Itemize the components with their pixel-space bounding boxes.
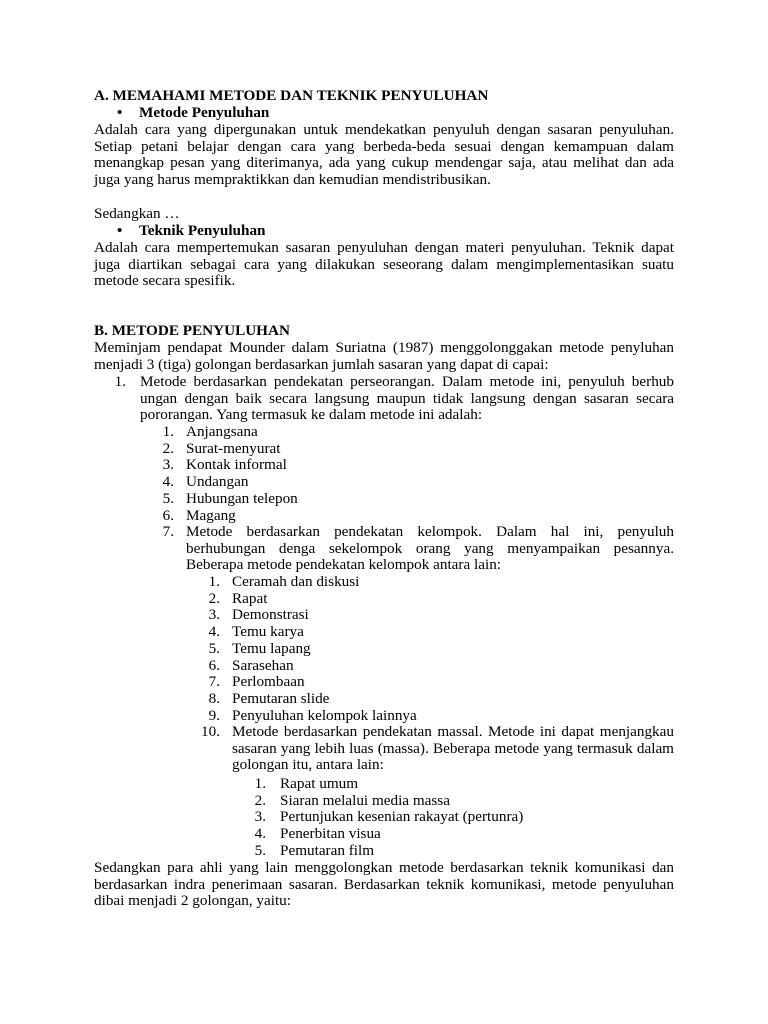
section-a-heading: A. MEMAHAMI METODE DAN TEKNIK PENYULUHAN xyxy=(94,87,489,104)
list-item xyxy=(196,641,674,658)
section-b-heading: B. METODE PENYULUHAN xyxy=(94,322,290,339)
list-text: Demonstrasi xyxy=(232,606,309,624)
list-text: Ceramah dan diskusi xyxy=(232,573,360,590)
transition-text: Sedangkan … xyxy=(94,205,180,222)
list-number: 3. xyxy=(208,606,220,624)
list-text: Metode berdasarkan pendekatan perseorangan. Dalam metode ini, penyuluh berhub ungan dengan baik secara langsung maupun tidak langsung dengan sasaran secara pororangan. Yang termasuk ke dalam metode ini adalah: xyxy=(140,373,674,424)
list-number: 2. xyxy=(162,439,174,457)
list-text: Magang xyxy=(186,506,236,524)
list-number: 6. xyxy=(162,506,174,524)
list-item xyxy=(150,441,674,458)
list-number: 1. xyxy=(114,373,126,390)
list-text: Penerbitan visua xyxy=(280,825,381,843)
bullet-dot: • xyxy=(117,222,123,239)
list-number: 5. xyxy=(208,639,220,657)
list-item xyxy=(150,457,674,474)
list-number: 8. xyxy=(208,689,220,707)
list-number: 4. xyxy=(208,623,220,641)
bullet-label: Metode Penyuluhan xyxy=(139,104,270,121)
list-item xyxy=(236,776,674,793)
list-text: Temu karya xyxy=(232,623,304,641)
list-item xyxy=(196,674,674,691)
list-item xyxy=(150,491,674,508)
list-item xyxy=(236,809,674,826)
list-item xyxy=(196,607,674,624)
list-number: 7. xyxy=(208,673,220,691)
list-item xyxy=(150,508,674,525)
list-number: 3. xyxy=(162,456,174,474)
list-item xyxy=(236,843,674,860)
list-text: Rapat umum xyxy=(280,775,359,792)
list-text: Pemutaran slide xyxy=(232,689,330,707)
list-item-level-1 xyxy=(94,374,674,424)
list-number: 3. xyxy=(254,808,266,826)
bullet-label: Teknik Penyuluhan xyxy=(139,222,266,239)
list-text: Pemutaran film xyxy=(280,841,375,859)
list-item xyxy=(196,708,674,725)
list-item xyxy=(196,591,674,608)
list-text: Kontak informal xyxy=(186,456,287,474)
list-text: Metode berdasarkan pendekatan kelompok. Dalam hal ini, penyuluh berhubungan denga sekelompok orang yang menyampaikan pesannya. Beberapa metode pendekatan kelompok antara lain: xyxy=(186,523,674,574)
list-number: 5. xyxy=(254,841,266,859)
list-text: Siaran melalui media massa xyxy=(280,791,450,809)
list-text: Penyuluhan kelompok lainnya xyxy=(232,706,417,724)
list-text: Pertunjukan kesenian rakayat (pertunra) xyxy=(280,808,524,826)
list-item xyxy=(150,424,674,441)
list-item xyxy=(236,826,674,843)
closing-paragraph: Sedangkan para ahli yang lain menggolongkan metode berdasarkan teknik komunikasi dan berdasarkan indra penerimaan sasaran. Berdasarkan teknik komunikasi, metode penyuluhan dibai menjadi 2 golongan, yaitu: xyxy=(94,859,674,910)
list-text: Hubungan telepon xyxy=(186,489,298,507)
list-number: 4. xyxy=(162,473,174,491)
list-item xyxy=(196,574,674,591)
list-text: Sarasehan xyxy=(232,656,294,674)
list-text: Anjangsana xyxy=(186,423,258,440)
list-number: 7. xyxy=(162,523,174,541)
list-item xyxy=(196,724,674,774)
bullet-metode-penyuluhan xyxy=(117,105,269,122)
list-item xyxy=(150,524,674,574)
list-item xyxy=(150,474,674,491)
list-number: 1. xyxy=(162,423,174,440)
paragraph-metode: Adalah cara yang dipergunakan untuk mendekatkan penyuluh dengan sasaran penyuluhan. Setiap petani belajar dengan cara yang berbeda-beda sesuai dengan kemampuan dalam menangkap pesan yang diterimanya, ada yang cukup mendengar saja, atau melihat dan ada juga yang harus mempraktikkan dan kemudian mendistribusikan. xyxy=(94,121,674,188)
list-text: Undangan xyxy=(186,473,249,491)
list-text: Temu lapang xyxy=(232,639,311,657)
list-number: 10. xyxy=(201,723,220,741)
list-text: Rapat xyxy=(232,589,268,607)
list-text: Surat-menyurat xyxy=(186,439,281,457)
list-item xyxy=(196,691,674,708)
list-number: 5. xyxy=(162,489,174,507)
bullet-teknik-penyuluhan xyxy=(117,223,266,240)
list-item xyxy=(196,624,674,641)
list-number: 2. xyxy=(254,791,266,809)
bullet-dot: • xyxy=(117,104,123,121)
list-number: 2. xyxy=(208,589,220,607)
list-item xyxy=(196,658,674,675)
list-number: 6. xyxy=(208,656,220,674)
paragraph-teknik: Adalah cara mempertemukan sasaran penyuluhan dengan materi penyuluhan. Teknik dapat juga diartikan sebagai cara yang dilakukan seseorang dalam mengimplementasikan suatu metode secara spesifik. xyxy=(94,239,674,290)
list-text: Perlombaan xyxy=(232,673,305,691)
list-number: 1. xyxy=(208,573,220,590)
list-item xyxy=(236,793,674,810)
section-b-intro: Meminjam pendapat Mounder dalam Suriatna (1987) menggolonggakan metode penyluhan menjadi 3 (tiga) golongan berdasarkan jumlah sasaran yang dapat di capai: xyxy=(94,339,674,373)
list-number: 9. xyxy=(208,706,220,724)
list-number: 1. xyxy=(254,775,266,792)
list-text: Metode berdasarkan pendekatan massal. Metode ini dapat menjangkau sasaran yang lebih luas (massa). Beberapa metode yang termasuk dalam golongan itu, antara lain: xyxy=(232,723,674,774)
list-number: 4. xyxy=(254,825,266,843)
